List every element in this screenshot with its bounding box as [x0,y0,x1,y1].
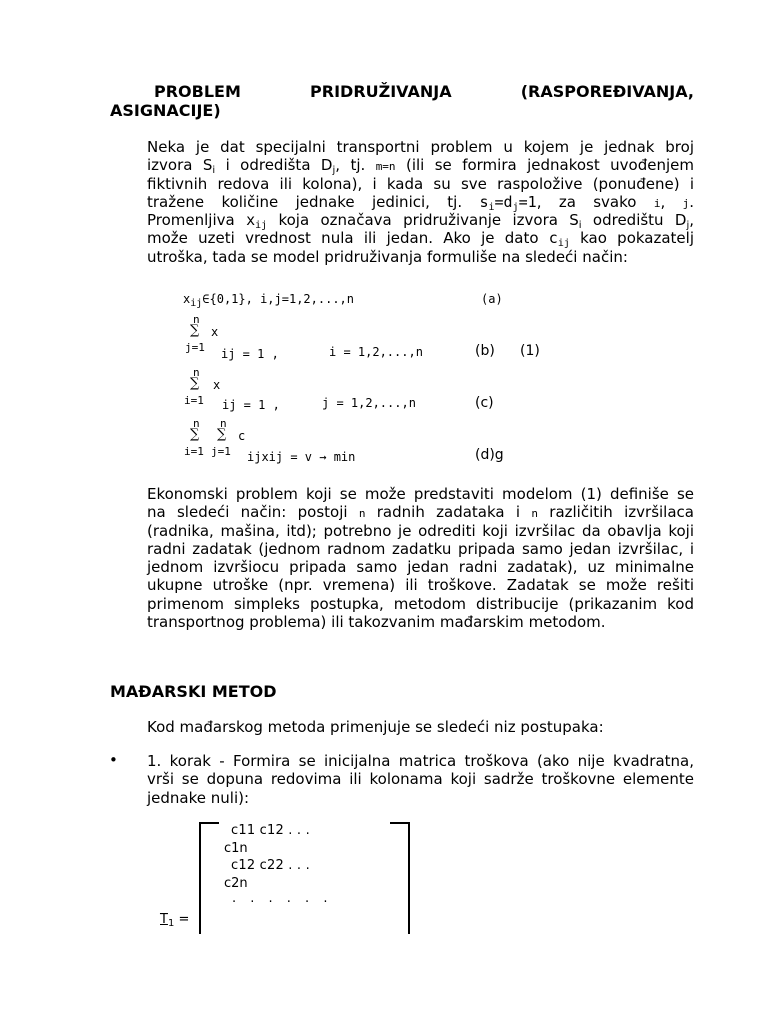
sum-variable: x [211,325,219,339]
constraint-c-range: j = 1,2,...,n [322,396,416,410]
sum-symbol: ∑ [190,376,200,391]
matrix-row-1-end: c1n [224,841,248,856]
sum-symbol: ∑ [217,427,227,442]
econ-line: primenom simpleks postupka, metodom distribucije (prikazanim kod [147,594,694,613]
step-line: 1. korak - Formira se inicijalna matrica troškova (ako nije kvadratna, [147,752,694,770]
section-intro: Kod mađarskog metoda primenjuje se sledeći niz postupaka: [147,718,604,736]
label-b: (b) [475,343,495,359]
constraint-a: $x_{ij}\in\{0,1\}$, i,j=1,2,...,n [183,292,354,309]
econ-line: Ekonomski problem koji se može predstaviti modelom (1) definiše se [147,485,694,503]
matrix-row-1: c11 c12 . . . [231,823,310,838]
constraint-b-eq: ij = 1 , [221,347,279,361]
title-word-problem: PROBLEM [154,82,241,101]
econ-line: (radnika, mašina, itd); potrebno je odrediti koji izvršilac da obavlja koji [147,521,694,540]
sum-lower-limit: j=1 [211,445,231,458]
objective-d: ijxij = v → min [247,450,356,464]
intro-line: tražene količine jednake jedinici, tj. $s_i=d_j=1$, za svako i, j. [147,192,694,213]
constraint-b-range: i = 1,2,...,n [329,345,423,359]
sum-variable: x [213,378,221,392]
econ-line: ukupne utroške (npr. vremena) ili troškove. Zadatak se može rešiti [147,576,694,595]
econ-line: na sledeći način: postoji n radnih zadataka i n različitih izvršilaca [147,503,694,522]
title-line-1 [110,82,694,101]
step-line: vrši se dopuna redovima ili kolonama koji sadrže troškovne elemente [147,770,694,789]
sum-lower-limit: i=1 [184,445,204,458]
sum-coefficient: c [238,429,246,443]
bullet-icon: • [109,751,118,769]
intro-line: izvora $S_i$ i odredišta $D_j$, tj. m=n (ili se formira jednakost uvođenjem [147,156,694,177]
matrix-row-2: c12 c22 . . . [231,858,310,873]
constraint-c-eq: ij = 1 , [222,398,280,412]
title-word-rasporedjivanja: (RASPOREĐIVANJA, [520,82,694,101]
econ-line: transportnog problema) ili takozvanim mađarskim metodom. [147,613,606,632]
matrix-label: $T_1$ = [160,912,190,929]
section-heading: MAĐARSKI METOD [110,682,277,701]
sum-lower-limit: j=1 [185,341,205,354]
sum-upper-limit: n [193,313,200,326]
step-line: jednake nuli): [147,788,250,807]
matrix-left-bracket [199,822,219,934]
label-a: (a) [481,292,503,306]
intro-paragraph [147,138,694,266]
step-1-text [147,752,694,807]
sum-symbol: ∑ [190,323,200,338]
title-line-2: ASIGNACIJE) [110,101,221,120]
econ-line: jednom izvršiocu pripada samo jedan radni zadatak), uz minimalne [147,558,694,577]
page-title [110,82,694,120]
intro-line: fiktivnih redova ili kolona), i kada su sve raspoložive (ponuđene) i [147,174,694,193]
intro-line: Promenljiva $x_{ij}$ koja označava pridruživanje izvora $S_i$ odredištu $D_j$, [147,211,695,232]
sum-upper-limit: n [193,366,200,379]
sum-lower-limit: i=1 [184,394,204,407]
econ-line: radni zadatak (jednom radnom zadatku pripada samo jedan izvršilac, i [147,539,694,558]
sum-upper-limit: n [220,417,227,430]
matrix-right-bracket [390,822,410,934]
intro-line: može uzeti vrednost nula ili jedan. Ako je dato $c_{ij}$ kao pokazatelj [147,229,694,250]
model-number: (1) [520,343,540,359]
intro-line: utroška, tada se model pridruživanja formuliše na sledeći način: [147,247,628,266]
label-d: (d)g [475,447,504,463]
title-word-pridruzivanja: PRIDRUŽIVANJA [310,82,452,101]
matrix-row-dots: . . . . . . [232,891,333,906]
economic-paragraph [147,485,694,631]
sum-symbol: ∑ [190,427,200,442]
label-c: (c) [475,395,494,411]
intro-line: Neka je dat specijalni transportni problem u kojem je jednak broj [147,138,694,156]
sum-upper-limit: n [193,417,200,430]
matrix-row-2-end: c2n [224,876,248,891]
